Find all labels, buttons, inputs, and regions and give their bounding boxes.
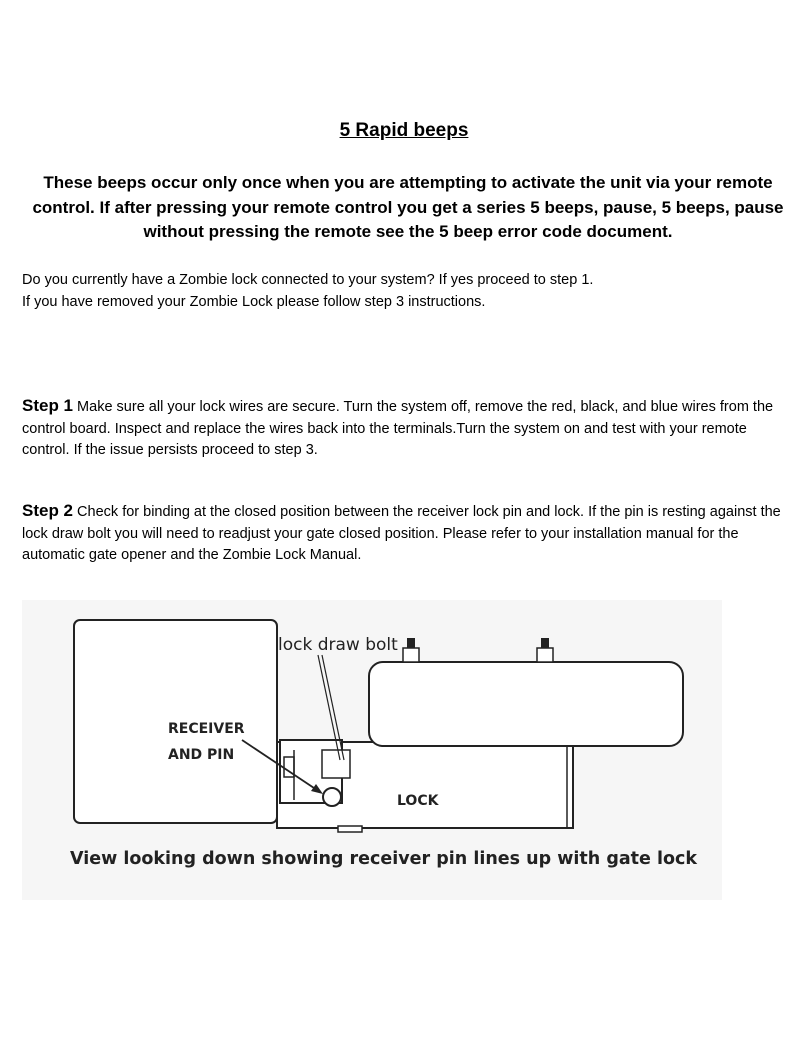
label-receiver: RECEIVER	[168, 721, 245, 737]
figure-caption: View looking down showing receiver pin lines up with gate lock	[70, 849, 698, 869]
step-2-paragraph	[22, 500, 792, 567]
lock-diagram	[22, 600, 722, 900]
bolt-left	[403, 638, 419, 662]
intro-line-1: Do you currently have a Zombie lock connected to your system? If yes proceed to step 1.	[22, 272, 594, 288]
step-2-text: Check for binding at the closed position between the receiver lock pin and lock. If the pin is resting against the lock draw bolt you will need to readjust your gate closed position. Please refer to your installation manual for the automatic gate opener and the Zombie Lock Manual.	[22, 504, 781, 563]
label-lock: LOCK	[397, 793, 439, 809]
intro-line-2: If you have removed your Zombie Lock please follow step 3 instructions.	[22, 293, 486, 310]
label-and-pin: AND PIN	[168, 747, 235, 763]
warning-subtitle: These beeps occur only once when you are attempting to activate the unit via your remote control. If after pressing your remote control you get a series 5 beeps, pause, 5 beeps, pause without pressing the remote see the 5 beep error code document.	[32, 173, 784, 241]
page-title: 5 Rapid beeps	[339, 120, 469, 141]
step-1-text: Make sure all your lock wires are secure. Turn the system off, remove the red, black, and blue wires from the control board. Inspect and replace the wires back into the terminals.Turn the system on and test with your remote control. If the issue persists proceed to step 3.	[22, 399, 774, 458]
lock-diagram-figure	[22, 600, 722, 900]
step-1-paragraph	[22, 395, 792, 462]
gate-tube	[369, 662, 683, 746]
step-2-label: Step 2	[22, 501, 74, 520]
step-1-label: Step 1	[22, 396, 74, 415]
receiver-pin	[323, 788, 341, 806]
draw-bolt	[322, 750, 350, 778]
bolt-right	[537, 638, 553, 662]
label-draw-bolt: lock draw bolt	[278, 635, 398, 655]
intro-text	[22, 270, 792, 313]
